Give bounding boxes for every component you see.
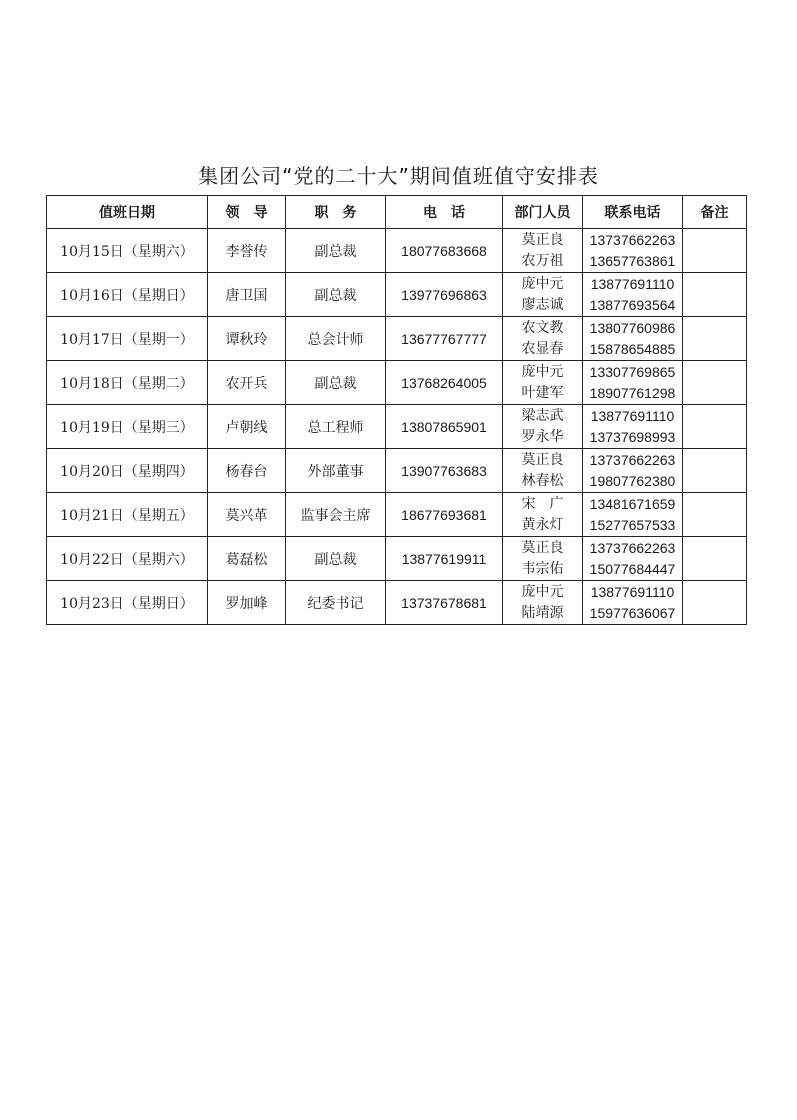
contact-phone: 13877691110: [590, 583, 675, 600]
table-row: [47, 405, 747, 449]
cell-date: 10月16日（星期日）: [47, 273, 208, 317]
cell-date: 10月20日（星期四）: [47, 449, 208, 493]
cell-remarks: [683, 273, 747, 317]
staff-name: 莫正良: [521, 451, 564, 468]
cell-date: 10月15日（星期六）: [47, 229, 208, 273]
staff-name: 莫正良: [521, 231, 564, 248]
staff-name: 莫正良: [521, 539, 564, 556]
table-row: [47, 361, 747, 405]
header-dept-staff: 部门人员: [503, 196, 583, 229]
staff-name: 农万祖: [521, 252, 564, 269]
cell-position: 副总裁: [286, 361, 386, 405]
cell-leader: 农开兵: [208, 361, 286, 405]
cell-phone: 18077683668: [386, 229, 503, 273]
contact-phone: 13737662263: [589, 231, 676, 248]
contact-phone: 13877693564: [589, 296, 676, 313]
header-leader: 领 导: [208, 196, 286, 229]
cell-phone: 13907763683: [386, 449, 503, 493]
duty-schedule-table: [46, 195, 747, 625]
contact-phone: 13877691110: [590, 275, 675, 292]
staff-name: 廖志诚: [521, 296, 564, 313]
cell-position: 副总裁: [286, 229, 386, 273]
cell-contact-phone: [583, 581, 683, 625]
cell-remarks: [683, 317, 747, 361]
cell-remarks: [683, 537, 747, 581]
contact-phone: 13807760986: [589, 319, 676, 336]
cell-contact-phone: [583, 273, 683, 317]
header-phone: 电 话: [386, 196, 503, 229]
cell-phone: 13977696863: [386, 273, 503, 317]
cell-remarks: [683, 493, 747, 537]
cell-phone: 13807865901: [386, 405, 503, 449]
header-date: 值班日期: [47, 196, 208, 229]
cell-remarks: [683, 361, 747, 405]
cell-date: 10月18日（星期二）: [47, 361, 208, 405]
cell-leader: 谭秋玲: [208, 317, 286, 361]
cell-remarks: [683, 405, 747, 449]
table-row: [47, 449, 747, 493]
staff-name: 黄永灯: [521, 516, 564, 533]
header-contact-phone: 联系电话: [583, 196, 683, 229]
cell-phone: 13877619911: [386, 537, 503, 581]
cell-contact-phone: [583, 405, 683, 449]
table-row: [47, 537, 747, 581]
header-remarks: 备注: [683, 196, 747, 229]
cell-position: 总工程师: [286, 405, 386, 449]
page-title: 集团公司“党的二十大”期间值班值守安排表: [198, 164, 599, 188]
cell-dept-staff: [503, 405, 583, 449]
cell-phone: 18677693681: [386, 493, 503, 537]
cell-leader: 杨春台: [208, 449, 286, 493]
contact-phone: 15977636067: [589, 604, 676, 621]
cell-leader: 葛磊松: [208, 537, 286, 581]
contact-phone: 13657763861: [589, 252, 676, 269]
staff-name: 韦宗佑: [521, 560, 564, 577]
staff-name: 庞中元: [521, 275, 564, 292]
cell-dept-staff: [503, 537, 583, 581]
contact-phone: 13307769865: [589, 363, 676, 380]
contact-phone: 13737662263: [589, 451, 676, 468]
contact-phone: 15277657533: [589, 516, 676, 533]
cell-contact-phone: [583, 537, 683, 581]
cell-remarks: [683, 229, 747, 273]
cell-contact-phone: [583, 361, 683, 405]
staff-name: 宋 广: [521, 495, 564, 512]
contact-phone: 18907761298: [589, 384, 676, 401]
cell-remarks: [683, 581, 747, 625]
staff-name: 梁志武: [521, 407, 564, 424]
staff-name: 罗永华: [521, 428, 564, 445]
cell-date: 10月17日（星期一）: [47, 317, 208, 361]
cell-position: 纪委书记: [286, 581, 386, 625]
contact-phone: 13737698993: [589, 428, 676, 445]
cell-dept-staff: [503, 493, 583, 537]
cell-contact-phone: [583, 317, 683, 361]
contact-phone: 15077684447: [589, 560, 676, 577]
table-row: [47, 317, 747, 361]
cell-position: 总会计师: [286, 317, 386, 361]
cell-leader: 唐卫国: [208, 273, 286, 317]
table-row: [47, 229, 747, 273]
cell-dept-staff: [503, 361, 583, 405]
cell-position: 外部董事: [286, 449, 386, 493]
staff-name: 庞中元: [521, 583, 564, 600]
cell-position: 副总裁: [286, 537, 386, 581]
cell-leader: 罗加峰: [208, 581, 286, 625]
contact-phone: 19807762380: [589, 472, 676, 489]
table-row: [47, 493, 747, 537]
cell-dept-staff: [503, 317, 583, 361]
cell-phone: 13677767777: [386, 317, 503, 361]
cell-dept-staff: [503, 229, 583, 273]
header-position: 职 务: [286, 196, 386, 229]
table-row: [47, 273, 747, 317]
cell-leader: 莫兴革: [208, 493, 286, 537]
table-header-row: [47, 196, 747, 229]
staff-name: 庞中元: [521, 363, 564, 380]
staff-name: 陆靖源: [521, 604, 564, 621]
staff-name: 叶建军: [521, 384, 564, 401]
cell-phone: 13737678681: [386, 581, 503, 625]
cell-dept-staff: [503, 273, 583, 317]
cell-remarks: [683, 449, 747, 493]
cell-contact-phone: [583, 493, 683, 537]
cell-date: 10月19日（星期三）: [47, 405, 208, 449]
cell-position: 副总裁: [286, 273, 386, 317]
contact-phone: 13481671659: [589, 495, 676, 512]
table-row: [47, 581, 747, 625]
cell-date: 10月23日（星期日）: [47, 581, 208, 625]
contact-phone: 13737662263: [589, 539, 676, 556]
contact-phone: 15878654885: [589, 340, 676, 357]
cell-dept-staff: [503, 581, 583, 625]
contact-phone: 13877691110: [590, 407, 675, 424]
cell-contact-phone: [583, 229, 683, 273]
cell-dept-staff: [503, 449, 583, 493]
cell-date: 10月21日（星期五）: [47, 493, 208, 537]
cell-leader: 卢朝线: [208, 405, 286, 449]
cell-phone: 13768264005: [386, 361, 503, 405]
cell-leader: 李誉传: [208, 229, 286, 273]
cell-position: 监事会主席: [286, 493, 386, 537]
staff-name: 农显春: [521, 340, 564, 357]
cell-contact-phone: [583, 449, 683, 493]
staff-name: 林春松: [521, 472, 564, 489]
cell-date: 10月22日（星期六）: [47, 537, 208, 581]
staff-name: 农文教: [521, 319, 564, 336]
